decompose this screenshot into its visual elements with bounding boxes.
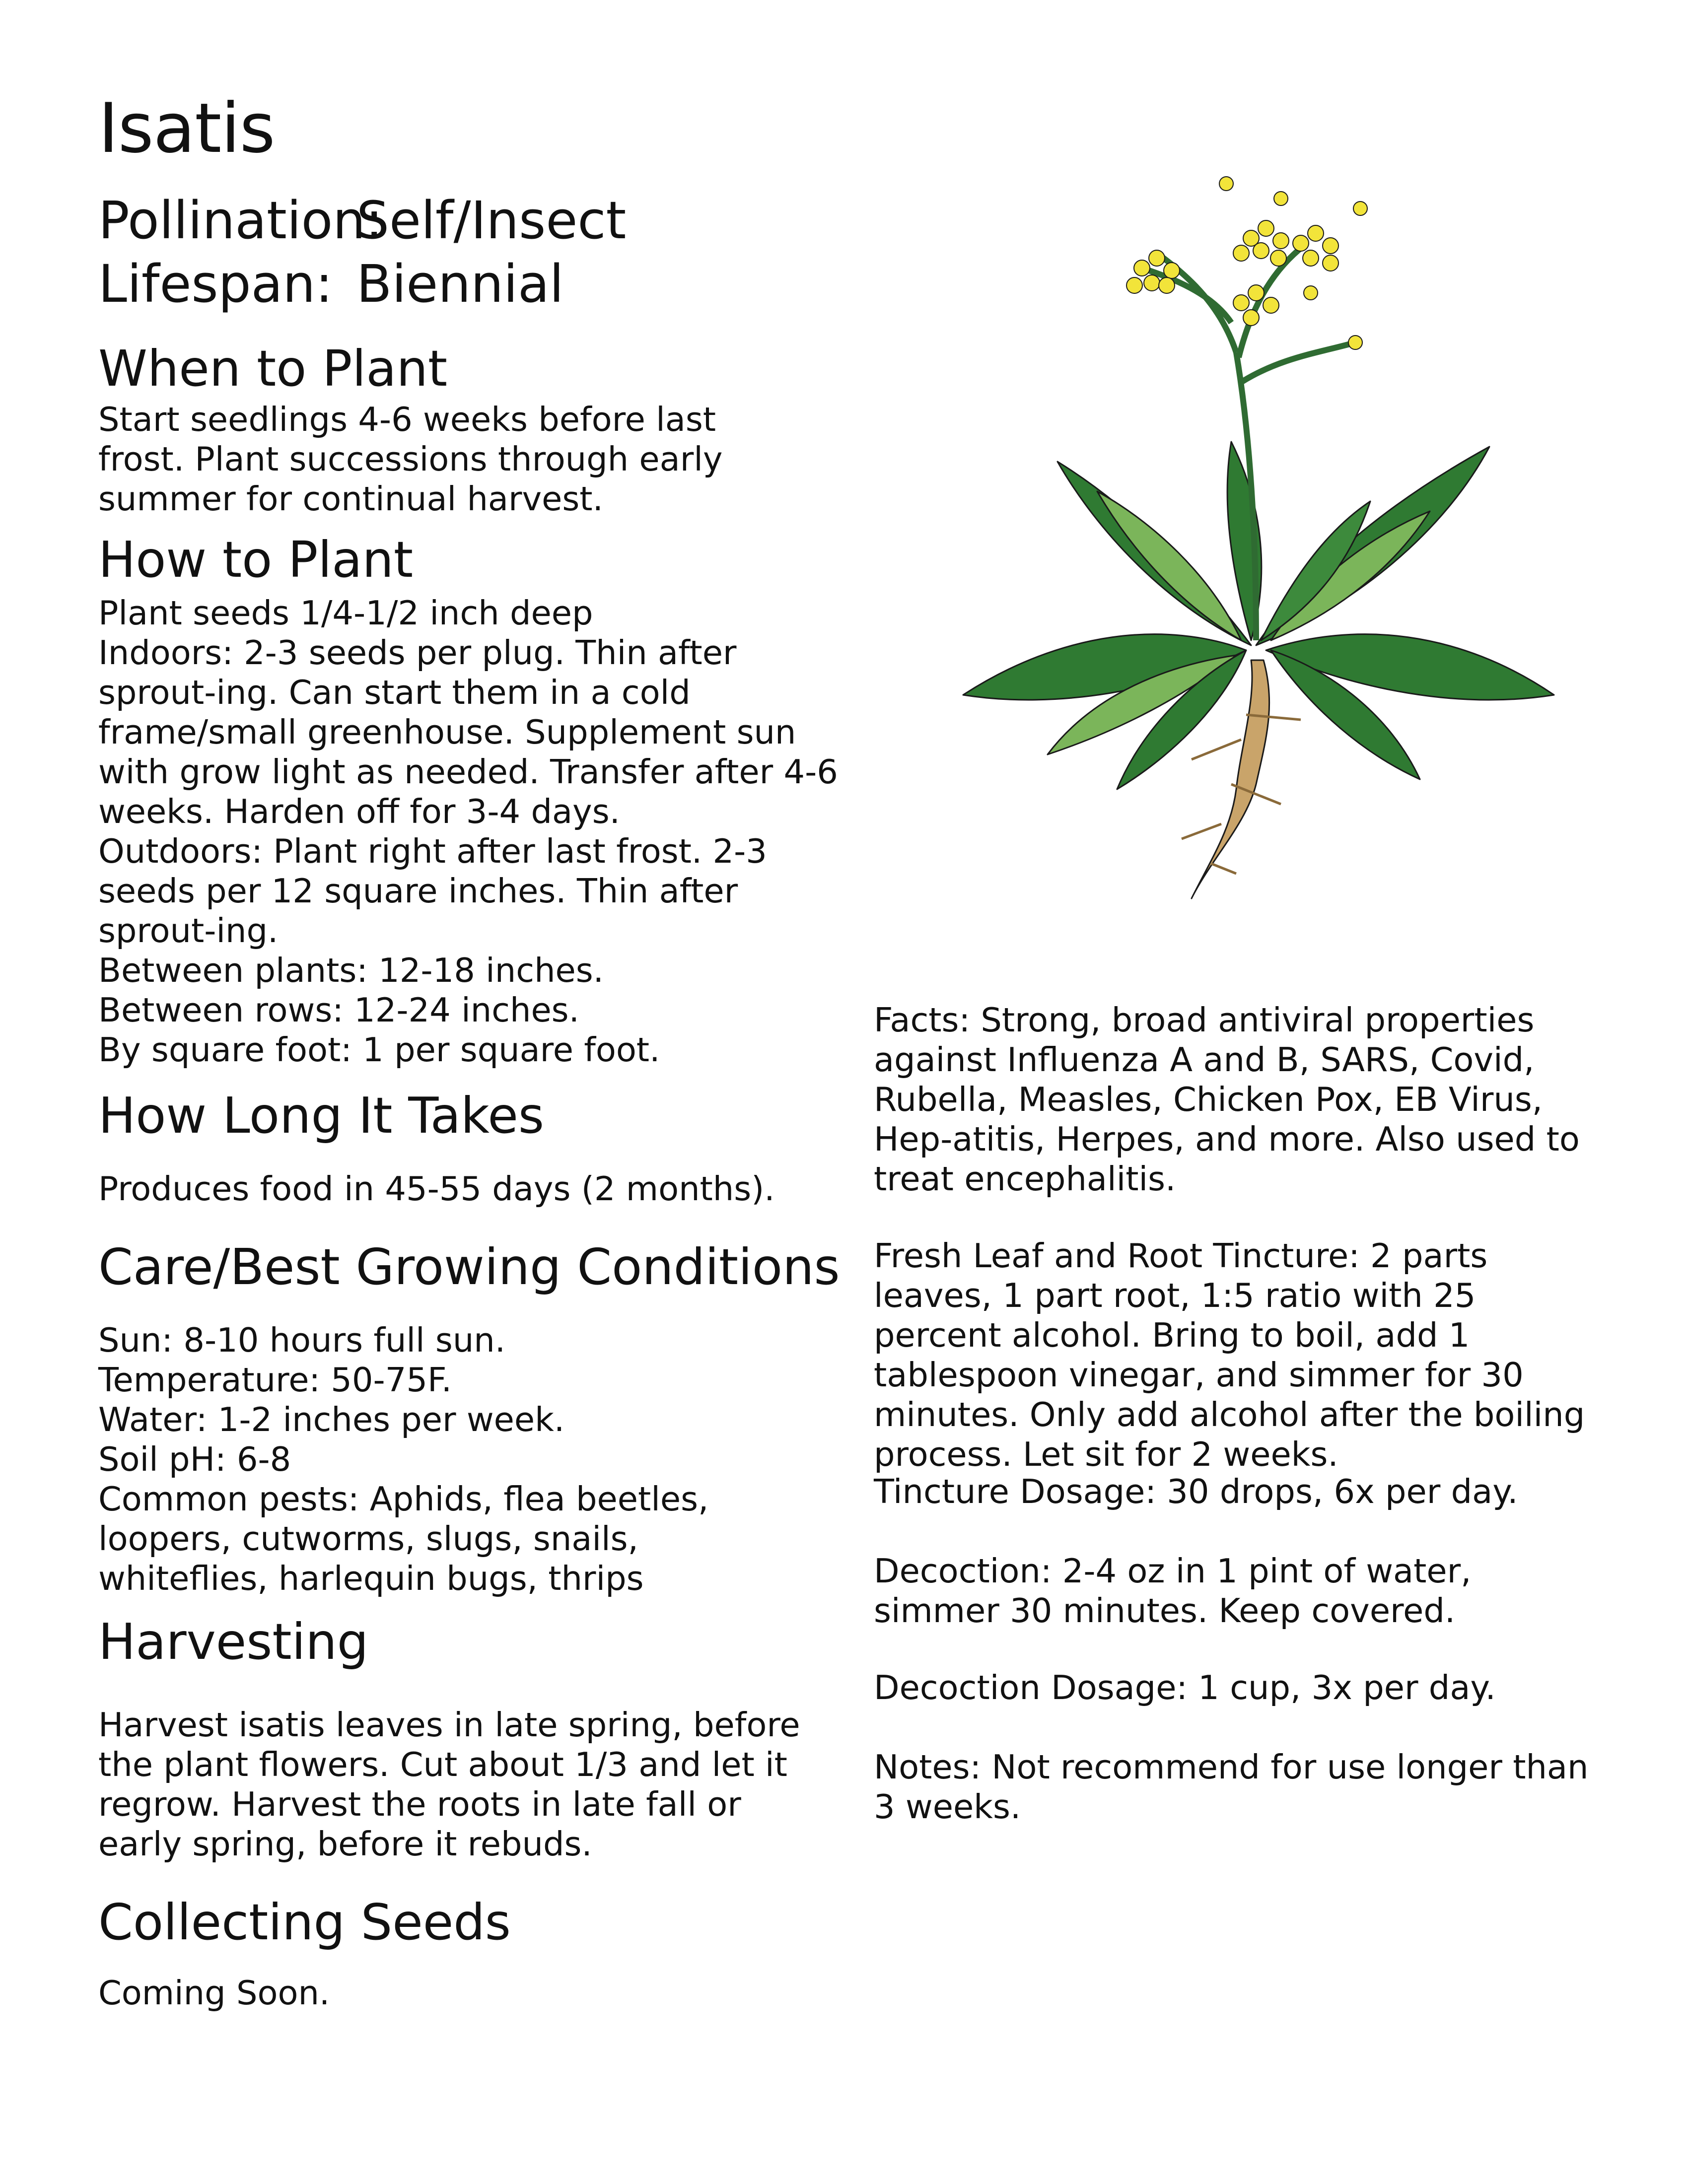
- collecting-seeds-text: Coming Soon.: [98, 1974, 330, 2012]
- how-to-plant-line: Indoors: 2-3 seeds per plug. Thin after sprout-ing. Can start them in a cold frame/small greenhouse. Supplement sun with grow light as needed. Transfer after 4-6 weeks. Harden off for 3-4 days.: [98, 633, 838, 831]
- when-to-plant-text: Start seedlings 4-6 weeks before last frost. Plant successions through early summer for continual harvest.: [98, 400, 723, 518]
- how-long-text: Produces food in 45-55 days (2 months).: [98, 1169, 775, 1208]
- how-to-plant-line: Plant seeds 1/4-1/2 inch deep: [98, 594, 593, 632]
- pollination-value: Self/Insect: [356, 190, 627, 251]
- decoction-dosage-text: Decoction Dosage: 1 cup, 3x per day.: [874, 1668, 1496, 1707]
- facts-text: Facts: Strong, broad antiviral properties against Influenza A and B, SARS, Covid, Rubella, Measles, Chicken Pox, EB Virus, Hep-atitis, Herpes, and more. Also used to treat encephalitis.: [874, 1001, 1580, 1198]
- lifespan-value: Biennial: [356, 254, 564, 314]
- how-to-plant-line: Outdoors: Plant right after last frost. 2-3 seeds per 12 square inches. Thin after sprout-ing.: [98, 832, 767, 950]
- how-to-plant-heading: How to Plant: [98, 531, 414, 589]
- care-line: Common pests: Aphids, flea beetles, loopers, cutworms, slugs, snails, whiteflies, harlequin bugs, thrips: [98, 1480, 709, 1598]
- how-long-heading: How Long It Takes: [98, 1087, 544, 1145]
- harvesting-heading: Harvesting: [98, 1613, 369, 1671]
- tincture-dosage-text: Tincture Dosage: 30 drops, 6x per day.: [874, 1472, 1518, 1511]
- care-line: Sun: 8-10 hours full sun.: [98, 1321, 506, 1360]
- care-line: Soil pH: 6-8: [98, 1440, 291, 1479]
- plant-meta: [98, 189, 626, 316]
- decoction-text: Decoction: 2-4 oz in 1 pint of water, simmer 30 minutes. Keep covered.: [874, 1552, 1472, 1630]
- lifespan-label: Lifespan:: [98, 254, 333, 314]
- notes-text: Notes: Not recommend for use longer than 3 weeks.: [874, 1748, 1589, 1826]
- tincture-text: Fresh Leaf and Root Tincture: 2 parts leaves, 1 part root, 1:5 ratio with 25 percent alcohol. Bring to boil, add 1 tablespoon vinegar, and simmer for 30 minutes. Only add alcohol after the boiling process. Let sit for 2 weeks.: [874, 1236, 1585, 1474]
- how-to-plant-text: [98, 593, 858, 1070]
- harvesting-text: Harvest isatis leaves in late spring, before the plant flowers. Cut about 1/3 and let it regrow. Harvest the roots in late fall or early spring, before it rebuds.: [98, 1706, 800, 1863]
- care-text: [98, 1320, 808, 1598]
- isatis-plant-illustration: [933, 144, 1589, 928]
- lifespan-row: [98, 252, 626, 316]
- page-title: Isatis: [98, 88, 275, 168]
- care-heading: Care/Best Growing Conditions: [98, 1238, 840, 1296]
- how-to-plant-line: Between rows: 12-24 inches.: [98, 991, 579, 1029]
- care-line: Temperature: 50-75F.: [98, 1361, 452, 1399]
- pollination-label: Pollination:: [98, 190, 383, 251]
- collecting-seeds-heading: Collecting Seeds: [98, 1893, 511, 1951]
- when-to-plant-heading: When to Plant: [98, 340, 448, 398]
- how-to-plant-line: Between plants: 12-18 inches.: [98, 951, 604, 990]
- pollination-row: [98, 189, 626, 252]
- how-to-plant-line: By square foot: 1 per square foot.: [98, 1030, 660, 1069]
- care-line: Water: 1-2 inches per week.: [98, 1400, 565, 1439]
